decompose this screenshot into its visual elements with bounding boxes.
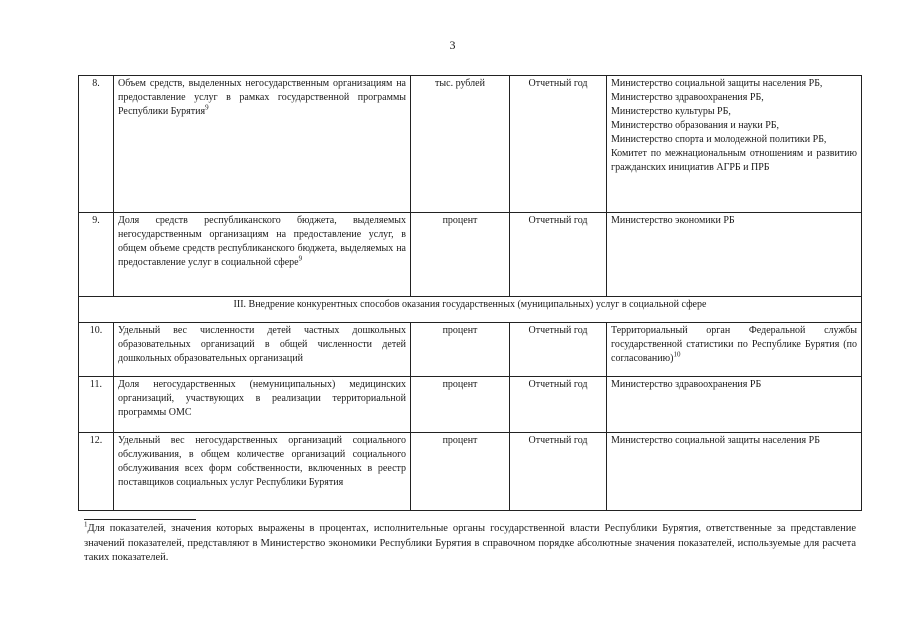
section-row — [79, 297, 862, 323]
indicator-name: Доля негосударственных (немуниципальных) медицинских организаций, участвующих в реализации территориальной программы ОМС — [114, 377, 411, 433]
period-cell: Отчетный год — [510, 213, 607, 297]
table-row — [79, 433, 862, 511]
indicator-name: Удельный вес негосударственных организаций социального обслуживания, в общем количестве организаций социального обслуживания всех форм собственности, включенных в реестр поставщиков социальных услуг Республики Бурятия — [114, 433, 411, 511]
footnote-divider — [84, 519, 196, 520]
responsible-cell: Территориальный орган Федеральной службы государственной статистики по Республике Бурятия (по согласованию)$^{10}$ — [607, 323, 862, 377]
indicator-name: Удельный вес численности детей частных дошкольных образовательных организаций в общей численности детей дошкольных образовательных организаций — [114, 323, 411, 377]
footnote-text: Для показателей, значения которых выражены в процентах, исполнительные органы государственной власти Республики Бурятия, ответственные за представление значений показателей, представляют в Министерство экономики Республики Бурятия в справочном порядке абсолютные значения показателей, используемые для расчета таких показателей. — [84, 523, 856, 563]
responsible-line: Министерство образования и науки РБ, — [611, 120, 780, 131]
period-cell: Отчетный год — [510, 377, 607, 433]
footnote-ref: 9 — [298, 254, 303, 263]
responsible-cell: Министерство социальной защиты населения РБ — [607, 433, 862, 511]
responsible-line: Комитет по межнациональным отношениям и развитию гражданских инициатив АГРБ и ПРБ — [611, 148, 857, 173]
table-row — [79, 76, 862, 213]
footnote-mark: 1 — [84, 520, 88, 529]
unit-cell: процент — [411, 323, 510, 377]
row-number: 11. — [79, 377, 114, 433]
row-number: 8. — [79, 76, 114, 213]
table-row — [79, 213, 862, 297]
row-number: 12. — [79, 433, 114, 511]
indicator-name: Доля средств республиканского бюджета, выделяемых негосударственным организациям на предоставление услуг, в общем объеме средств республиканского бюджета, выделяемых на предоставление услуг в социальной сфере$^9$ — [114, 213, 411, 297]
section-title: III. Внедрение конкурентных способов оказания государственных (муниципальных) услуг в социальной сфере — [79, 297, 862, 323]
table-row — [79, 323, 862, 377]
responsible-line: Министерство культуры РБ, — [611, 106, 731, 117]
period-cell: Отчетный год — [510, 323, 607, 377]
unit-cell: процент — [411, 377, 510, 433]
responsible-cell: Министерство здравоохранения РБ — [607, 377, 862, 433]
footnote-ref: 9 — [205, 103, 209, 112]
responsible-line: Министерство здравоохранения РБ, — [611, 92, 764, 103]
unit-cell: тыс. рублей — [411, 76, 510, 213]
row-number: 10. — [79, 323, 114, 377]
responsible-line: Министерство социальной защиты населения РБ, — [611, 78, 823, 89]
table-row — [79, 377, 862, 433]
responsible-cell — [607, 76, 862, 213]
footnote — [84, 522, 856, 566]
indicators-table — [78, 75, 862, 511]
unit-cell: процент — [411, 433, 510, 511]
period-cell: Отчетный год — [510, 433, 607, 511]
footnote-ref: 10 — [673, 350, 681, 359]
responsible-cell — [607, 213, 862, 297]
indicator-name: Объем средств, выделенных негосударственным организациям на предоставление услуг в рамках государственной программы Республики Бурятия$^9$ — [114, 76, 411, 213]
period-cell: Отчетный год — [510, 76, 607, 213]
page-number: 3 — [449, 38, 456, 52]
unit-cell: процент — [411, 213, 510, 297]
responsible-line: Министерство экономики РБ — [611, 215, 735, 226]
responsible-line: Министерство спорта и молодежной политики РБ, — [611, 134, 827, 145]
row-number: 9. — [79, 213, 114, 297]
